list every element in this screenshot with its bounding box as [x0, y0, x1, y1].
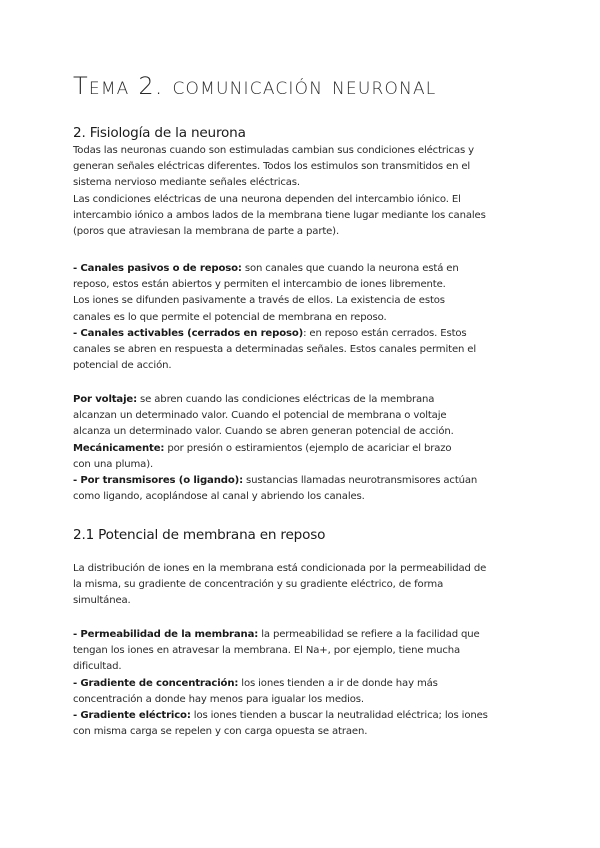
pasivos-line-4: canales es lo que permite el potencial de membrana en reposo. — [73, 311, 387, 323]
permeabilidad-label: - Permeabilidad de la membrana: — [73, 629, 259, 640]
electrico-label: - Gradiente eléctrico: — [73, 710, 191, 722]
voltaje-line-2: alcanzan un determinado valor. Cuando el potencial de membrana o voltaje — [73, 410, 447, 422]
transmisores-line-2: como ligando, acoplándose al canal y abriendo los canales. — [73, 491, 365, 503]
voltaje-text: se abren cuando las condiciones eléctricas de la membrana — [136, 394, 435, 405]
intro-line-1: Todas las neuronas cuando son estimuladas cambian sus condiciones eléctricas y — [73, 145, 474, 156]
s21-intro-line-1: La distribución de iones en la membrana está condicionada por la permeabilidad de — [73, 563, 487, 574]
activables-line-3: potencial de acción. — [73, 360, 172, 372]
activables-line-1 — [73, 326, 528, 342]
section-2-heading-block — [73, 125, 528, 141]
pasivos-text: son canales que cuando la neurona está en — [241, 263, 459, 274]
s21-intro-line-3: simultánea. — [73, 595, 131, 607]
concentracion-line-2: concentración a donde hay menos para igualar los medios. — [73, 693, 364, 705]
permeabilidad-line-2: tengan los iones en atravesar la membrana. El Na+, por ejemplo, tiene mucha — [73, 645, 461, 657]
intro-line-5: intercambio iónico a ambos lados de la membrana tiene lugar mediante los canales — [73, 209, 486, 221]
permeabilidad-line-3: dificultad. — [73, 661, 122, 673]
mecanicamente-line-2: con una pluma). — [73, 458, 154, 470]
section-2-intro — [73, 143, 528, 240]
transmisores-text: sustancias llamadas neurotransmisores actúan — [242, 475, 478, 487]
permeabilidad-text: la permeabilidad se refiere a la facilidad que — [258, 629, 480, 640]
transmisores-label: - Por transmisores (o ligando): — [73, 475, 243, 487]
electrico-line-1 — [73, 708, 528, 724]
section-21-heading: 2.1 Potencial de membrana en reposo — [73, 527, 326, 543]
intro-line-4: Las condiciones eléctricas de una neurona dependen del intercambio iónico. El — [73, 193, 461, 205]
voltaje-label: Por voltaje: — [73, 394, 137, 405]
mecanicamente-label: Mecánicamente: — [73, 442, 165, 454]
voltaje-line-1 — [73, 392, 528, 408]
transmisores-line-1 — [73, 473, 528, 489]
mecanicamente-text: por presión o estiramientos (ejemplo de acariciar el brazo — [164, 442, 452, 454]
intro-line-3: sistema nervioso mediante señales eléctricas. — [73, 177, 300, 189]
title-rest: ema 2. comunicación neuronal — [88, 72, 437, 100]
intro-line-6: (poros que atraviesan la membrana de parte a parte). — [73, 226, 340, 238]
intro-line-2: generan señales eléctricas diferentes. Todos los estimulos son transmitidos en el — [73, 161, 471, 173]
tipos-apertura-paragraph — [73, 392, 528, 505]
section-21-heading-block — [73, 527, 528, 543]
section-2-heading: 2. Fisiología de la neurona — [73, 125, 246, 141]
document-title — [73, 72, 436, 100]
title-initial: T — [73, 72, 89, 100]
factores-paragraph — [73, 627, 528, 740]
pasivos-line-3: Los iones se difunden pasivamente a través de ellos. La existencia de estos — [73, 295, 445, 307]
pasivos-label: - Canales pasivos o de reposo: — [73, 263, 242, 274]
section-21-intro — [73, 561, 528, 610]
electrico-line-2: con misma carga se repelen y con carga opuesta se atraen. — [73, 726, 368, 738]
pasivos-line-2: reposo, estos están abiertos y permiten el intercambio de iones libremente. — [73, 279, 446, 291]
concentracion-label: - Gradiente de concentración: — [73, 677, 239, 689]
activables-label: - Canales activables (cerrados en reposo) — [73, 327, 304, 339]
canales-paragraph — [73, 261, 528, 374]
activables-line-2: canales se abren en respuesta a determinadas señales. Estos canales permiten el — [73, 344, 477, 356]
permeabilidad-line-1 — [73, 627, 528, 643]
mecanicamente-line-1 — [73, 441, 528, 457]
concentracion-text: los iones tienden a ir de donde hay más — [238, 677, 438, 689]
activables-text: : en reposo están cerrados. Estos — [303, 327, 467, 339]
s21-intro-line-2: la misma, su gradiente de concentración y su gradiente eléctrico, de forma — [73, 579, 444, 591]
voltaje-line-3: alcanza un determinado valor. Cuando se abren generan potencial de acción. — [73, 426, 454, 438]
electrico-text: los iones tienden a buscar la neutralidad eléctrica; los iones — [190, 710, 488, 722]
pasivos-line-1 — [73, 261, 528, 277]
concentracion-line-1 — [73, 676, 528, 692]
